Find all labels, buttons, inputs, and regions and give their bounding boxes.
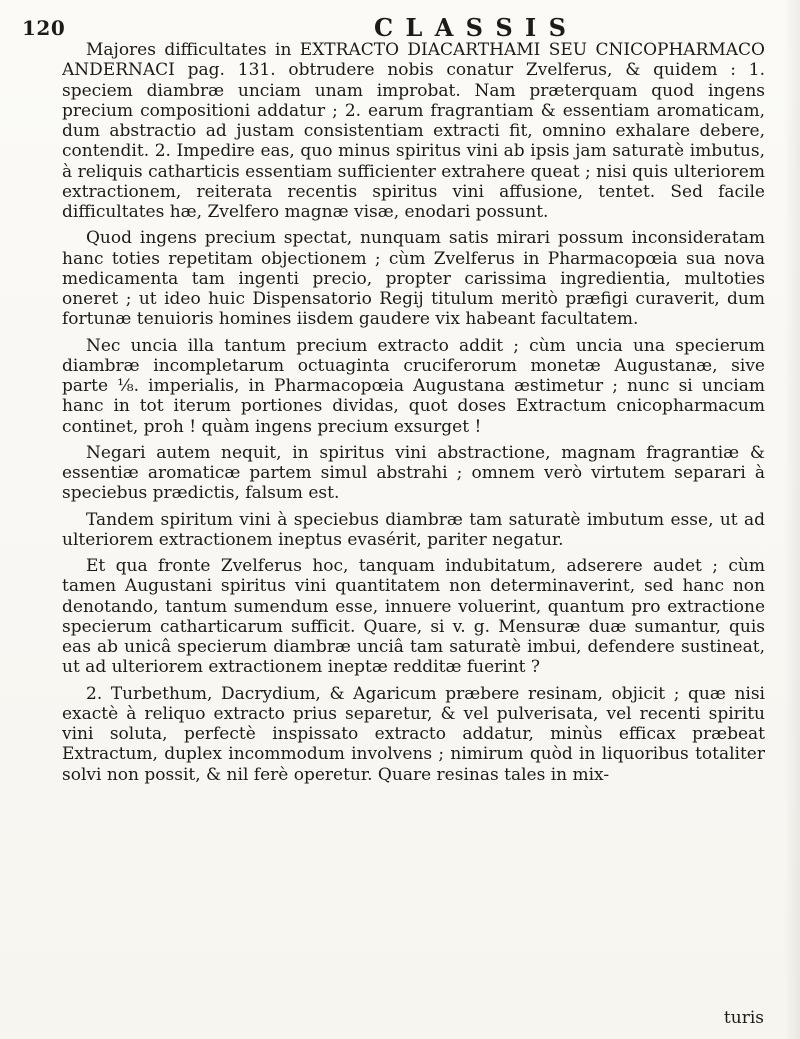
running-title: C L A S S I S: [374, 13, 568, 42]
paragraph-2: Quod ingens precium spectat, nunquam satis mirari possum inconsideratam hanc toties repetitam objectionem ; cùm Zvelferus in Pharmacopœia sua nova medicamenta tam ingenti precio, propter carissima ingredientia, multoties oneret ; ut ideo huic Dispensatorio Regij titulum meritò præfigi curaverit, dum fortunæ tenuioris homines iisdem gaudere vix habeant facultatem.: [62, 228, 765, 330]
paragraph-3: Nec uncia illa tantum precium extracto addit ; cùm uncia una specierum diambræ incompletarum octuaginta cruciferorum monetæ Augustanæ, sive parte ⅛. imperialis, in Pharmacopœia Augustana æstimetur ; nunc si unciam hanc in tot iterum portiones dividas, quot doses Extractum cnicopharmacum continet, proh ! quàm ingens precium exsurget !: [62, 335, 765, 437]
paragraph-6: Et qua fronte Zvelferus hoc, tanquam indubitatum, adserere audet ; cùm tamen Augustani spiritus vini quantitatem non determinaverint, sed hanc non denotando, tantum sumendum esse, innuere voluerint, quantum pro extractione specierum catharticarum sufficit. Quare, si v. g. Mensuræ duæ sumantur, quis eas ab unicâ specierum diambræ unciâ tam saturatè imbui, defendere sustineat, ut ad ulteriorem extractionem ineptæ redditæ fuerint ?: [62, 556, 765, 678]
paragraph-5: Tandem spiritum vini à speciebus diambræ tam saturatè imbutum esse, ut ad ulteriorem extractionem ineptus evasérit, pariter negatur.: [62, 509, 765, 550]
paragraph-4: Negari autem nequit, in spiritus vini abstractione, magnam fragrantiæ & essentiæ aromaticæ partem simul abstrahi ; omnem verò virtutem separari à speciebus prædictis, falsum est.: [62, 442, 765, 504]
paragraph-1: Majores difficultates in EXTRACTO DIACARTHAMI SEU CNICOPHARMACO ANDERNACI pag. 131. obtrudere nobis conatur Zvelferus, & quidem : 1. speciem diambræ unciam unam improbat. Nam præterquam quod ingens precium compositioni addatur ; 2. earum fragrantiam & essentiam aromaticam, dum abstractio ad justam consistentiam extracti fit, omnino exhalare debere, contendit. 2. Impedire eas, quo minus spiritus vini ab ipsis jam saturatè imbutus, à reliquis catharticis essentiam sufficienter extrahere queat ; nisi quis ulteriorem extractionem, reiterata recentis spiritus vini affusione, tentet. Sed facile difficultates hæ, Zvelfero magnæ visæ, enodari possunt.: [62, 40, 765, 222]
paragraph-7: 2. Turbethum, Dacrydium, & Agaricum præbere resinam, objicit ; quæ nisi exactè à reliquo extracto prius separetur, & vel pulverisata, vel recenti spiritu vini soluta, perfectè inspissato extracto addatur, minùs efficax præbeat Extractum, duplex incommodum involvens ; nimirum quòd in liquoribus totaliter solvi non possit, & nil ferè operetur. Quare resinas tales in mix-: [62, 683, 765, 785]
catchword: turis: [723, 1008, 764, 1028]
page-number: 120: [22, 16, 66, 40]
page-edge-shadow: [784, 0, 800, 1039]
main-text: [62, 40, 765, 1000]
page-header: [22, 10, 782, 42]
